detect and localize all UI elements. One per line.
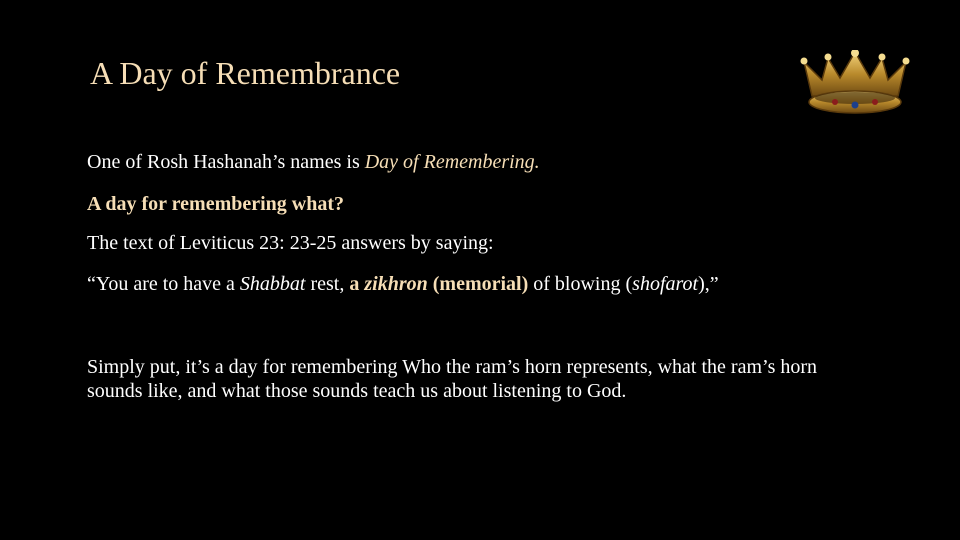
quote-part-c: rest, <box>305 273 350 295</box>
quote-memorial: (memorial) <box>427 273 529 295</box>
quote-a: a <box>349 273 365 295</box>
slide-title: A Day of Remembrance <box>90 55 401 91</box>
quote-part-i: ),” <box>698 273 719 295</box>
line-names-text: One of Rosh Hashanah’s names is <box>87 151 365 173</box>
quote-zikhron: zikhron <box>364 273 428 295</box>
crown-icon <box>798 50 912 118</box>
line-quote <box>87 272 887 296</box>
line-question: A day for remembering what? <box>87 193 345 215</box>
line-summary: Simply put, it’s a day for remembering Who the ram’s horn represents, what the ram’s horn sounds like, and what those sounds teach us about listening to God. <box>87 356 818 402</box>
line-leviticus: The text of Leviticus 23: 23-25 answers by saying: <box>87 232 494 254</box>
line-names <box>87 150 887 174</box>
quote-shabbat: Shabbat <box>239 273 306 295</box>
quote-shofarot: shofarot <box>632 273 699 295</box>
quote-part-a: “You are to have a <box>87 273 240 295</box>
quote-part-g: of blowing ( <box>528 273 633 295</box>
day-of-remembering-text: Day of Remembering. <box>364 151 540 173</box>
